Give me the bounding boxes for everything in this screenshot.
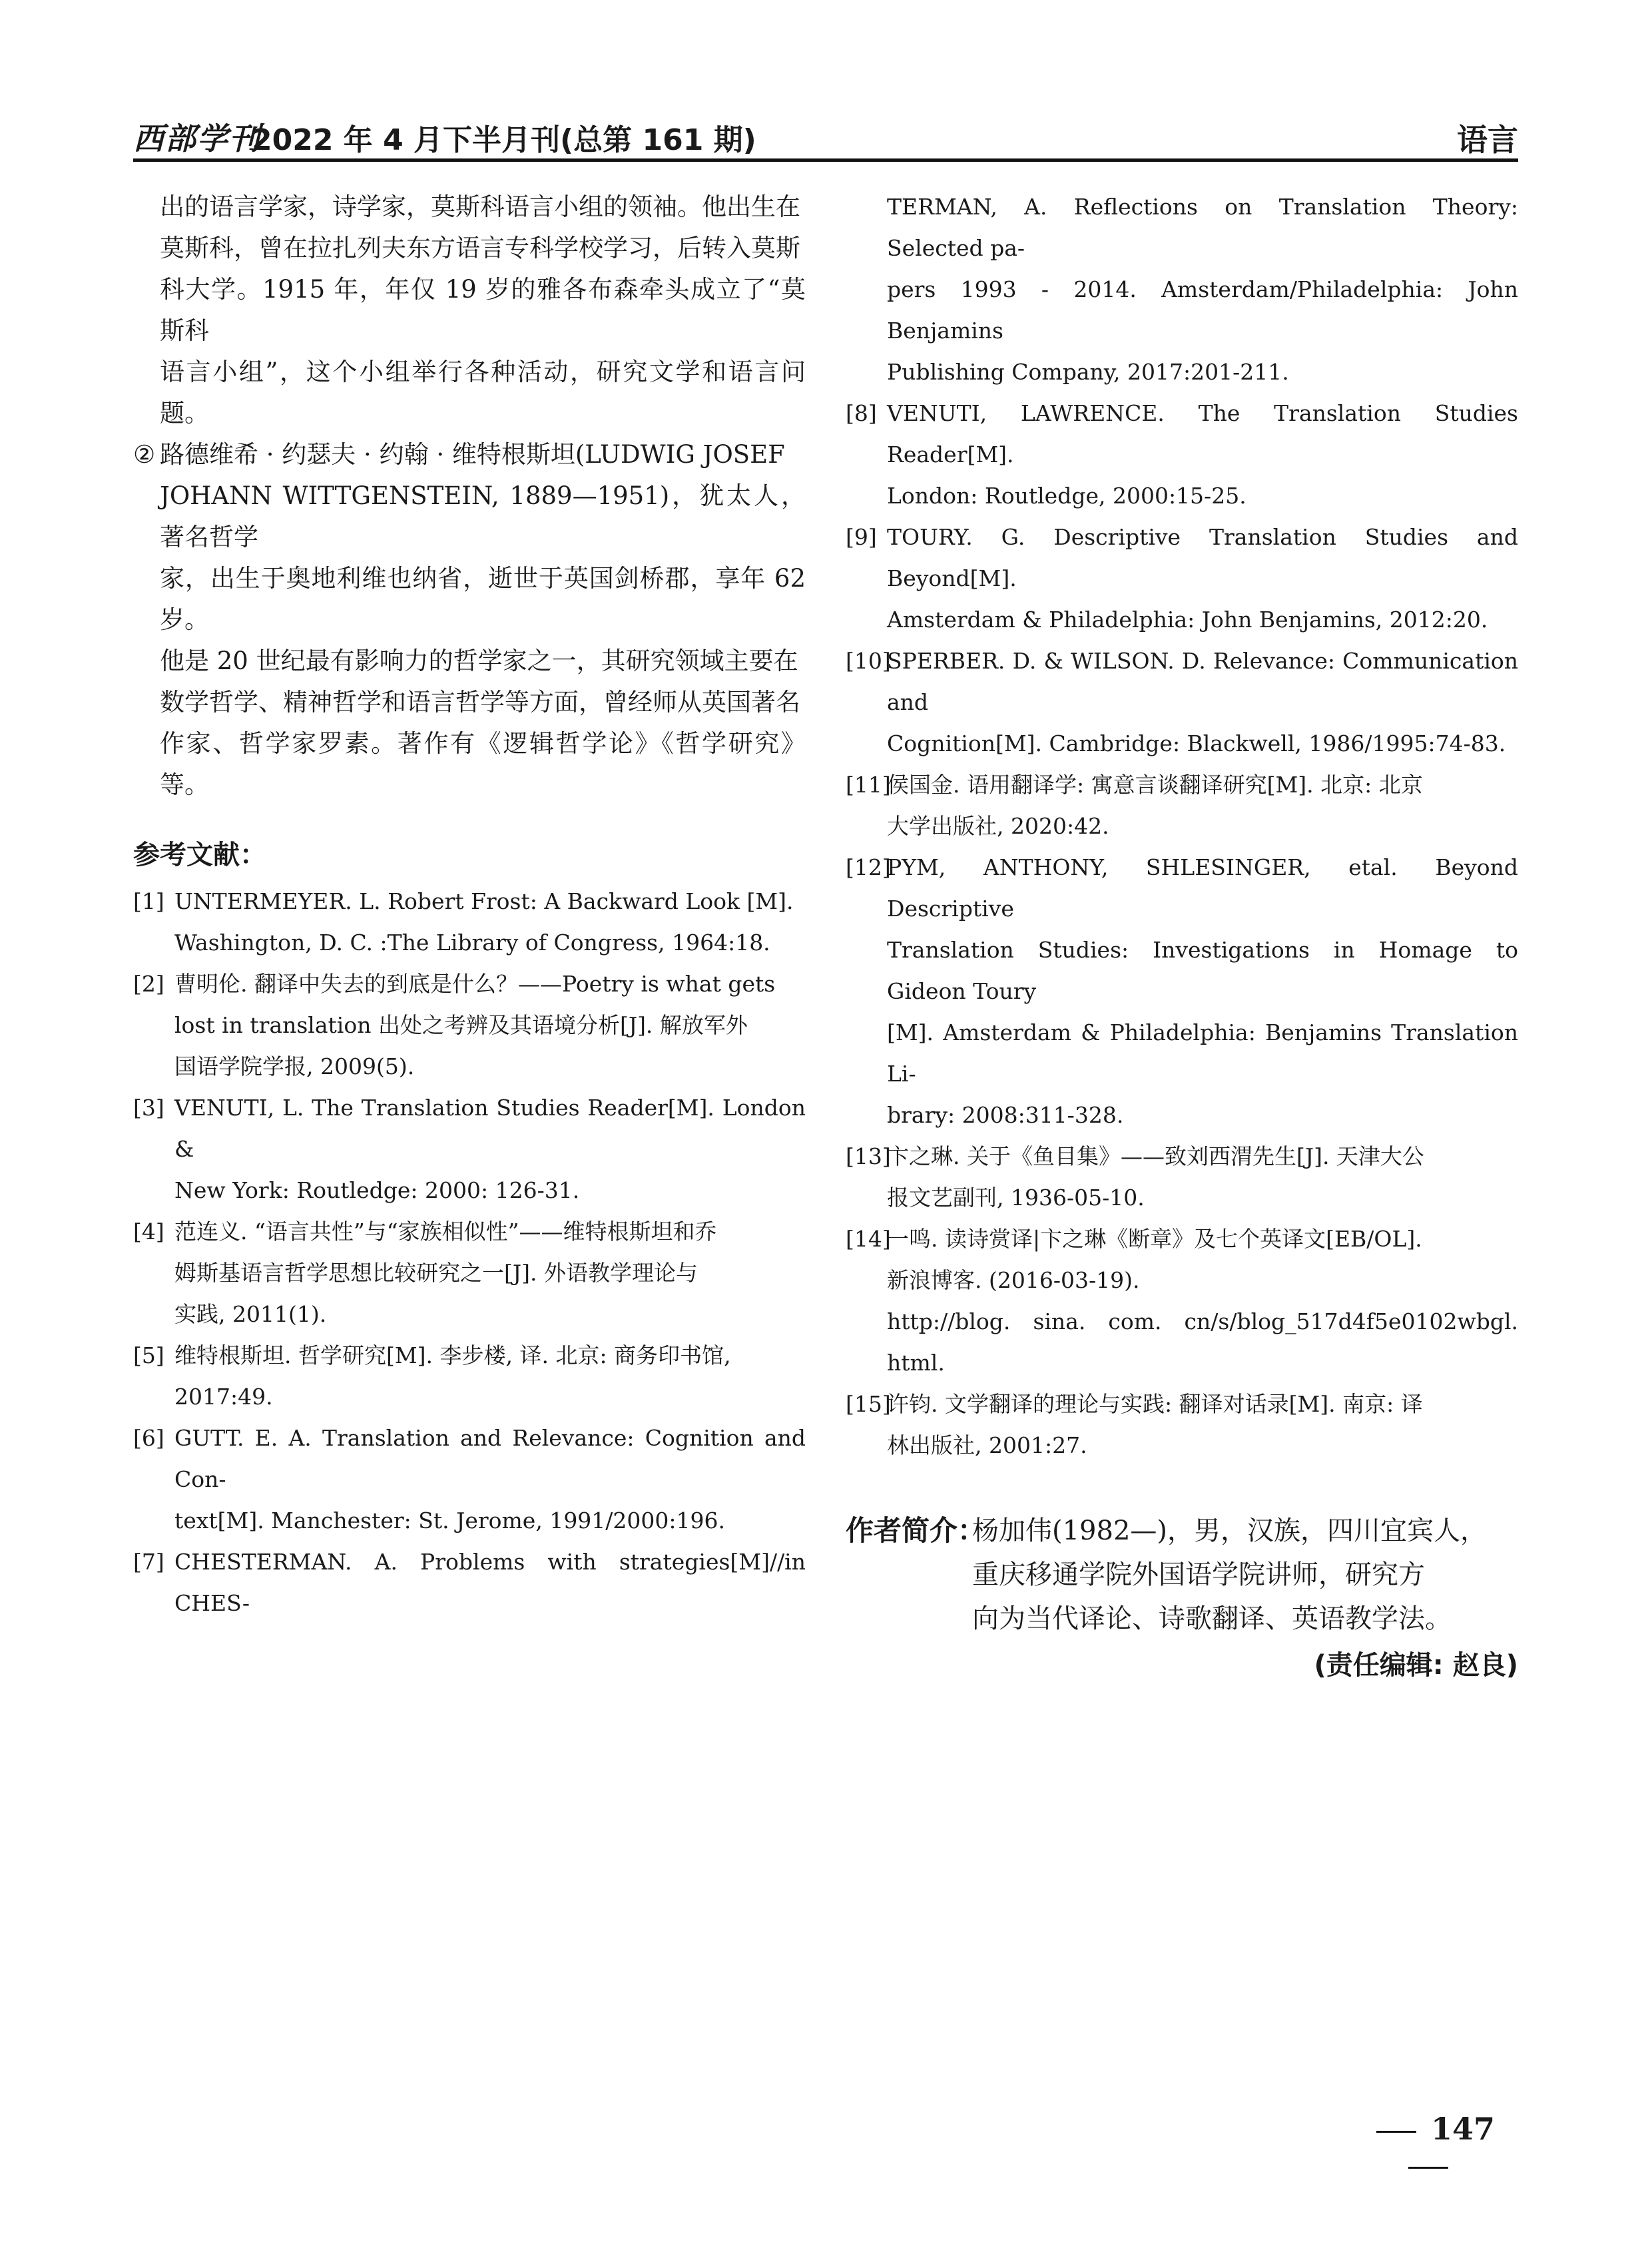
reference-item bbox=[846, 393, 1518, 517]
reference-line: [M]. Amsterdam & Philadelphia: Benjamins Translation Li- bbox=[887, 1019, 1518, 1087]
reference-line: lost in translation 出处之考辨及其语境分析[J]. 解放军外 bbox=[174, 1012, 748, 1038]
text-line: 科大学。1915 年，年仅 19 岁的雅各布森牵头成立了“莫斯科 bbox=[160, 275, 806, 345]
section-name: 语言 bbox=[1457, 122, 1518, 158]
references-list-left bbox=[133, 881, 806, 1624]
reference-line: 2017:49. bbox=[174, 1384, 273, 1410]
text-line: 他是 20 世纪最有影响力的哲学家之一，其研究领域主要在 bbox=[160, 647, 798, 675]
reference-line: 卞之琳. 关于《鱼目集》——致刘西渭先生[J]. 天津大公 bbox=[887, 1143, 1424, 1169]
reference-item bbox=[846, 1384, 1518, 1466]
reference-item bbox=[133, 881, 806, 964]
author-line: 向为当代译论、诗歌翻译、英语教学法。 bbox=[972, 1603, 1452, 1634]
reference-line: text[M]. Manchester: St. Jerome, 1991/2000:196. bbox=[174, 1508, 725, 1534]
reference-item bbox=[846, 186, 1518, 393]
reference-line: 姆斯基语言哲学思想比较研究之一[J]. 外语教学理论与 bbox=[174, 1260, 698, 1286]
responsible-editor: (责任编辑: 赵良) bbox=[1314, 1650, 1518, 1681]
reference-line: 一鸣. 读诗赏译|卞之琳《断章》及七个英译文[EB/OL]. bbox=[887, 1226, 1422, 1252]
reference-item bbox=[846, 847, 1518, 1136]
reference-number: [10] bbox=[846, 648, 891, 674]
reference-number: [1] bbox=[133, 888, 164, 914]
reference-number: [8] bbox=[846, 400, 877, 426]
reference-line: SPERBER. D. & WILSON. D. Relevance: Communication and bbox=[887, 648, 1518, 715]
dash-left bbox=[1376, 2131, 1416, 2133]
reference-item bbox=[846, 517, 1518, 641]
references-list-right bbox=[846, 186, 1518, 1466]
right-column bbox=[846, 186, 1518, 1687]
note-number: ② bbox=[133, 440, 156, 469]
author-bio bbox=[846, 1509, 1518, 1687]
issue-info: 2022 年 4 月下半月刊(总第 161 期) bbox=[252, 123, 756, 157]
reference-item bbox=[846, 1136, 1518, 1219]
reference-number: [12] bbox=[846, 854, 891, 880]
reference-item bbox=[846, 1219, 1518, 1384]
reference-line: Translation Studies: Investigations in Homage to Gideon Toury bbox=[887, 937, 1518, 1004]
reference-line: UNTERMEYER. L. Robert Frost: A Backward Look [M]. bbox=[174, 888, 794, 914]
reference-line: GUTT. E. A. Translation and Relevance: Cognition and Con- bbox=[174, 1425, 806, 1492]
reference-line: 报文艺副刊, 1936-05-10. bbox=[887, 1185, 1145, 1211]
reference-line: pers 1993 - 2014. Amsterdam/Philadelphia: John Benjamins bbox=[887, 276, 1518, 344]
text-line: 出的语言学家，诗学家，莫斯科语言小组的领袖。他出生在 bbox=[160, 192, 800, 221]
reference-line: CHESTERMAN. A. Problems with strategies[M]//in CHES- bbox=[174, 1549, 806, 1616]
reference-number: [14] bbox=[846, 1226, 891, 1252]
author-line: 杨加伟(1982—)，男，汉族，四川宜宾人， bbox=[972, 1516, 1488, 1546]
reference-number: [2] bbox=[133, 971, 164, 997]
page-number bbox=[1352, 2111, 1505, 2183]
reference-line: brary: 2008:311-328. bbox=[887, 1102, 1124, 1128]
reference-item bbox=[133, 964, 806, 1087]
reference-line: http://blog. sina. com. cn/s/blog_517d4f5e0102wbgl. html. bbox=[887, 1308, 1518, 1376]
reference-number: [5] bbox=[133, 1342, 164, 1368]
journal-logo: 西部学刊 bbox=[133, 121, 261, 156]
references-title: 参考文献： bbox=[133, 840, 266, 870]
reference-line: 国语学院学报, 2009(5). bbox=[174, 1053, 415, 1079]
reference-line: 林出版社, 2001:27. bbox=[887, 1432, 1087, 1458]
reference-number: [7] bbox=[133, 1549, 164, 1575]
text-line: 家，出生于奥地利维也纳省，逝世于英国剑桥郡，享年 62 岁。 bbox=[160, 564, 806, 634]
text-line: 作家、哲学家罗素。著作有《逻辑哲学论》《哲学研究》等。 bbox=[160, 729, 806, 799]
reference-line: 维特根斯坦. 哲学研究[M]. 李步楼, 译. 北京: 商务印书馆, bbox=[174, 1342, 731, 1368]
reference-item bbox=[133, 1335, 806, 1418]
reference-line: Washington, D. C. :The Library of Congress, 1964:18. bbox=[174, 930, 770, 956]
reference-line: TERMAN, A. Reflections on Translation Theory: Selected pa- bbox=[887, 194, 1518, 261]
reference-line: 范连义. “语言共性”与“家族相似性”——维特根斯坦和乔 bbox=[174, 1219, 717, 1245]
reference-line: PYM, ANTHONY, SHLESINGER, etal. Beyond Descriptive bbox=[887, 854, 1518, 922]
reference-line: Publishing Company, 2017:201-211. bbox=[887, 359, 1289, 385]
reference-item bbox=[133, 1418, 806, 1541]
reference-line: 侯国金. 语用翻译学: 寓意言谈翻译研究[M]. 北京: 北京 bbox=[887, 772, 1423, 798]
reference-line: TOURY. G. Descriptive Translation Studies and Beyond[M]. bbox=[887, 524, 1518, 591]
reference-number: [15] bbox=[846, 1391, 891, 1417]
text-line: 语言小组”，这个小组举行各种活动，研究文学和语言问题。 bbox=[160, 358, 806, 427]
reference-line: 大学出版社, 2020:42. bbox=[887, 813, 1109, 839]
note-1-continued bbox=[133, 186, 806, 434]
reference-line: 新浪博客. (2016-03-19). bbox=[887, 1267, 1140, 1293]
reference-item bbox=[846, 641, 1518, 764]
reference-line: 实践, 2011(1). bbox=[174, 1301, 327, 1327]
reference-number: [6] bbox=[133, 1425, 164, 1451]
reference-line: London: Routledge, 2000:15-25. bbox=[887, 483, 1246, 509]
reference-line: Cognition[M]. Cambridge: Blackwell, 1986/1995:74-83. bbox=[887, 730, 1506, 756]
reference-item bbox=[846, 764, 1518, 847]
reference-number: [9] bbox=[846, 524, 877, 550]
text-line: 数学哲学、精神哲学和语言哲学等方面，曾经师从英国著名 bbox=[160, 688, 800, 716]
reference-number: [4] bbox=[133, 1219, 164, 1245]
reference-number: [3] bbox=[133, 1095, 164, 1121]
reference-item bbox=[133, 1211, 806, 1335]
reference-item bbox=[133, 1087, 806, 1211]
reference-line: VENUTI, L. The Translation Studies Reader[M]. London & bbox=[174, 1095, 806, 1162]
dash-right bbox=[1408, 2167, 1448, 2169]
page-number-text: 147 bbox=[1430, 2111, 1496, 2147]
reference-line: 许钧. 文学翻译的理论与实践: 翻译对话录[M]. 南京: 译 bbox=[887, 1391, 1423, 1417]
text-line: 路德维希 · 约瑟夫 · 约翰 · 维特根斯坦(LUDWIG JOSEF bbox=[160, 440, 785, 469]
reference-line: Amsterdam & Philadelphia: John Benjamins, 2012:20. bbox=[887, 607, 1488, 633]
reference-line: 曹明伦. 翻译中失去的到底是什么？——Poetry is what gets bbox=[174, 971, 776, 997]
left-column bbox=[133, 186, 806, 1624]
reference-line: New York: Routledge: 2000: 126-31. bbox=[174, 1177, 580, 1203]
text-line: 莫斯科，曾在拉扎列夫东方语言专科学校学习，后转入莫斯 bbox=[160, 234, 800, 262]
author-line: 重庆移通学院外国语学院讲师，研究方 bbox=[972, 1559, 1425, 1590]
reference-number: [13] bbox=[846, 1143, 891, 1169]
note-2 bbox=[133, 434, 806, 806]
page-header bbox=[133, 112, 1518, 162]
text-line: JOHANN WITTGENSTEIN, 1889—1951)，犹太人，著名哲学 bbox=[160, 481, 806, 551]
reference-number: [11] bbox=[846, 772, 891, 798]
author-label: 作者简介： bbox=[846, 1514, 986, 1547]
reference-item bbox=[133, 1541, 806, 1624]
reference-line: VENUTI, LAWRENCE. The Translation Studies Reader[M]. bbox=[887, 400, 1518, 467]
